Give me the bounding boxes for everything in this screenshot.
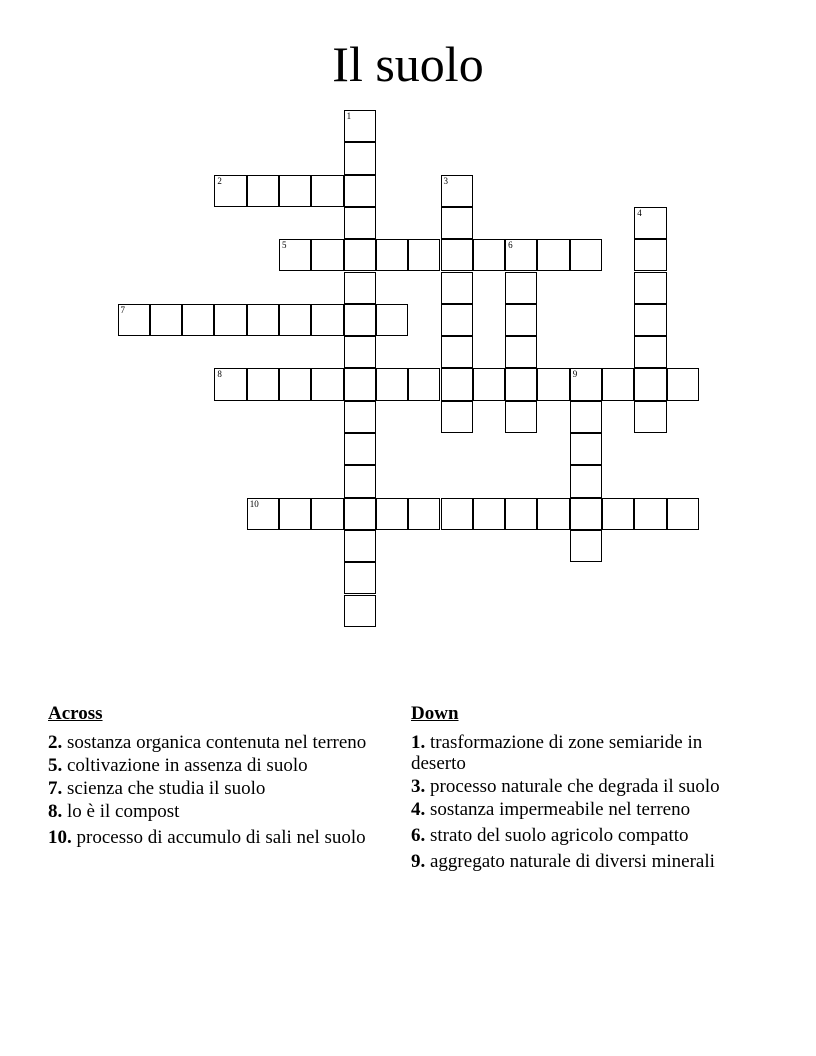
clue-number: 5. <box>48 755 63 776</box>
clue-text: sostanza impermeabile nel terreno <box>430 799 691 820</box>
grid-cell[interactable] <box>667 368 699 400</box>
grid-cell[interactable] <box>311 498 343 530</box>
grid-cell[interactable] <box>214 304 246 336</box>
grid-cell[interactable] <box>344 336 376 368</box>
grid-cell[interactable] <box>344 465 376 497</box>
grid-cell[interactable] <box>570 433 602 465</box>
grid-cell[interactable] <box>344 595 376 627</box>
cell-number: 1 <box>346 111 352 121</box>
clue-number: 7. <box>48 778 63 799</box>
clue-text: lo è il compost <box>67 801 180 822</box>
grid-cell[interactable] <box>634 207 666 239</box>
grid-cell[interactable] <box>505 368 537 400</box>
grid-cell[interactable] <box>182 304 214 336</box>
grid-cell[interactable] <box>441 207 473 239</box>
clue-number: 6. <box>411 825 426 846</box>
grid-cell[interactable] <box>634 272 666 304</box>
grid-cell[interactable] <box>570 239 602 271</box>
clue-number: 1. <box>411 732 426 753</box>
grid-cell[interactable] <box>505 272 537 304</box>
clue-text: coltivazione in assenza di suolo <box>67 755 308 776</box>
grid-cell[interactable] <box>311 304 343 336</box>
grid-cell[interactable] <box>570 368 602 400</box>
grid-cell[interactable] <box>344 433 376 465</box>
grid-cell[interactable] <box>634 368 666 400</box>
cell-number: 10 <box>249 498 259 509</box>
grid-cell[interactable] <box>279 368 311 400</box>
grid-cell[interactable] <box>344 530 376 562</box>
grid-cell[interactable] <box>344 368 376 400</box>
grid-cell[interactable] <box>634 239 666 271</box>
clue-down-4 <box>411 799 751 820</box>
grid-cell[interactable] <box>344 142 376 174</box>
clue-number: 8. <box>48 801 63 822</box>
grid-cell[interactable] <box>473 239 505 271</box>
grid-cell[interactable] <box>344 562 376 594</box>
clue-number: 3. <box>411 776 426 797</box>
grid-cell[interactable] <box>376 368 408 400</box>
across-heading: Across <box>48 703 103 724</box>
grid-cell[interactable] <box>441 368 473 400</box>
grid-cell[interactable] <box>344 272 376 304</box>
grid-cell[interactable] <box>570 401 602 433</box>
grid-cell[interactable] <box>408 368 440 400</box>
grid-cell[interactable] <box>344 401 376 433</box>
grid-cell[interactable] <box>311 175 343 207</box>
grid-cell[interactable] <box>537 239 569 271</box>
grid-cell[interactable] <box>441 239 473 271</box>
cell-number: 3 <box>443 175 448 186</box>
grid-cell[interactable] <box>150 304 182 336</box>
clue-down-9 <box>411 851 751 872</box>
grid-cell[interactable] <box>376 498 408 530</box>
grid-cell[interactable] <box>634 498 666 530</box>
clue-number: 10. <box>48 827 72 848</box>
clue-across-8 <box>48 801 378 822</box>
clue-text: processo di accumulo di sali nel suolo <box>76 827 366 848</box>
cell-number: 5 <box>282 240 287 251</box>
grid-cell[interactable] <box>570 498 602 530</box>
grid-cell[interactable] <box>570 530 602 562</box>
grid-cell[interactable] <box>441 304 473 336</box>
grid-cell[interactable] <box>408 498 440 530</box>
grid-cell[interactable] <box>376 304 408 336</box>
clue-text: sostanza organica contenuta nel terreno <box>67 732 367 753</box>
page-title: Il suolo <box>332 36 484 92</box>
grid-cell[interactable] <box>344 207 376 239</box>
grid-cell[interactable] <box>570 465 602 497</box>
clue-number: 4. <box>411 799 426 820</box>
grid-cell[interactable] <box>344 175 376 207</box>
grid-cell[interactable] <box>441 401 473 433</box>
down-clues <box>411 703 751 874</box>
grid-cell[interactable] <box>408 239 440 271</box>
cell-number: 7 <box>120 304 125 315</box>
grid-cell[interactable] <box>344 304 376 336</box>
grid-cell[interactable] <box>505 401 537 433</box>
grid-cell[interactable] <box>505 498 537 530</box>
clue-across-10 <box>48 827 378 848</box>
grid-cell[interactable] <box>247 304 279 336</box>
clue-text: trasformazione di zone semiaride in deserto <box>411 732 703 774</box>
grid-cell[interactable] <box>247 498 279 530</box>
grid-cell[interactable] <box>214 175 246 207</box>
grid-cell[interactable] <box>279 239 311 271</box>
grid-cell[interactable] <box>118 304 150 336</box>
grid-cell[interactable] <box>247 368 279 400</box>
grid-cell[interactable] <box>311 368 343 400</box>
clue-number: 9. <box>411 851 426 872</box>
grid-cell[interactable] <box>602 498 634 530</box>
clue-text: scienza che studia il suolo <box>67 778 266 799</box>
grid-cell[interactable] <box>537 368 569 400</box>
clue-across-5 <box>48 755 378 776</box>
grid-cell[interactable] <box>441 498 473 530</box>
grid-cell[interactable] <box>441 336 473 368</box>
grid-cell[interactable] <box>376 239 408 271</box>
grid-cell[interactable] <box>279 304 311 336</box>
clue-down-1 <box>411 732 751 774</box>
down-heading: Down <box>411 703 459 724</box>
grid-cell[interactable] <box>505 336 537 368</box>
grid-cell[interactable] <box>279 498 311 530</box>
grid-cell[interactable] <box>344 498 376 530</box>
grid-cell[interactable] <box>344 110 376 142</box>
clue-across-2 <box>48 732 378 753</box>
cell-number: 6 <box>508 240 513 251</box>
cell-number: 2 <box>217 175 222 186</box>
clue-across-7 <box>48 778 378 799</box>
grid-cell[interactable] <box>441 272 473 304</box>
across-clues <box>48 703 378 850</box>
clue-text: aggregato naturale di diversi minerali <box>430 851 715 872</box>
grid-cell[interactable] <box>473 368 505 400</box>
cell-number: 8 <box>217 369 222 380</box>
grid-cell[interactable] <box>473 498 505 530</box>
grid-cell[interactable] <box>634 401 666 433</box>
grid-cell[interactable] <box>634 336 666 368</box>
grid-cell[interactable] <box>667 498 699 530</box>
grid-cell[interactable] <box>537 498 569 530</box>
grid-cell[interactable] <box>311 239 343 271</box>
clue-down-3 <box>411 776 751 797</box>
grid-cell[interactable] <box>279 175 311 207</box>
cell-number: 4 <box>637 207 642 218</box>
clue-text: processo naturale che degrada il suolo <box>430 776 720 797</box>
cell-number: 9 <box>572 369 578 380</box>
clue-text: strato del suolo agricolo compatto <box>430 825 689 846</box>
grid-cell[interactable] <box>505 239 537 271</box>
grid-cell[interactable] <box>247 175 279 207</box>
grid-cell[interactable] <box>214 368 246 400</box>
grid-cell[interactable] <box>505 304 537 336</box>
grid-cell[interactable] <box>441 175 473 207</box>
clue-down-6 <box>411 825 751 846</box>
grid-cell[interactable] <box>344 239 376 271</box>
clue-number: 2. <box>48 732 63 753</box>
grid-cell[interactable] <box>602 368 634 400</box>
grid-cell[interactable] <box>634 304 666 336</box>
